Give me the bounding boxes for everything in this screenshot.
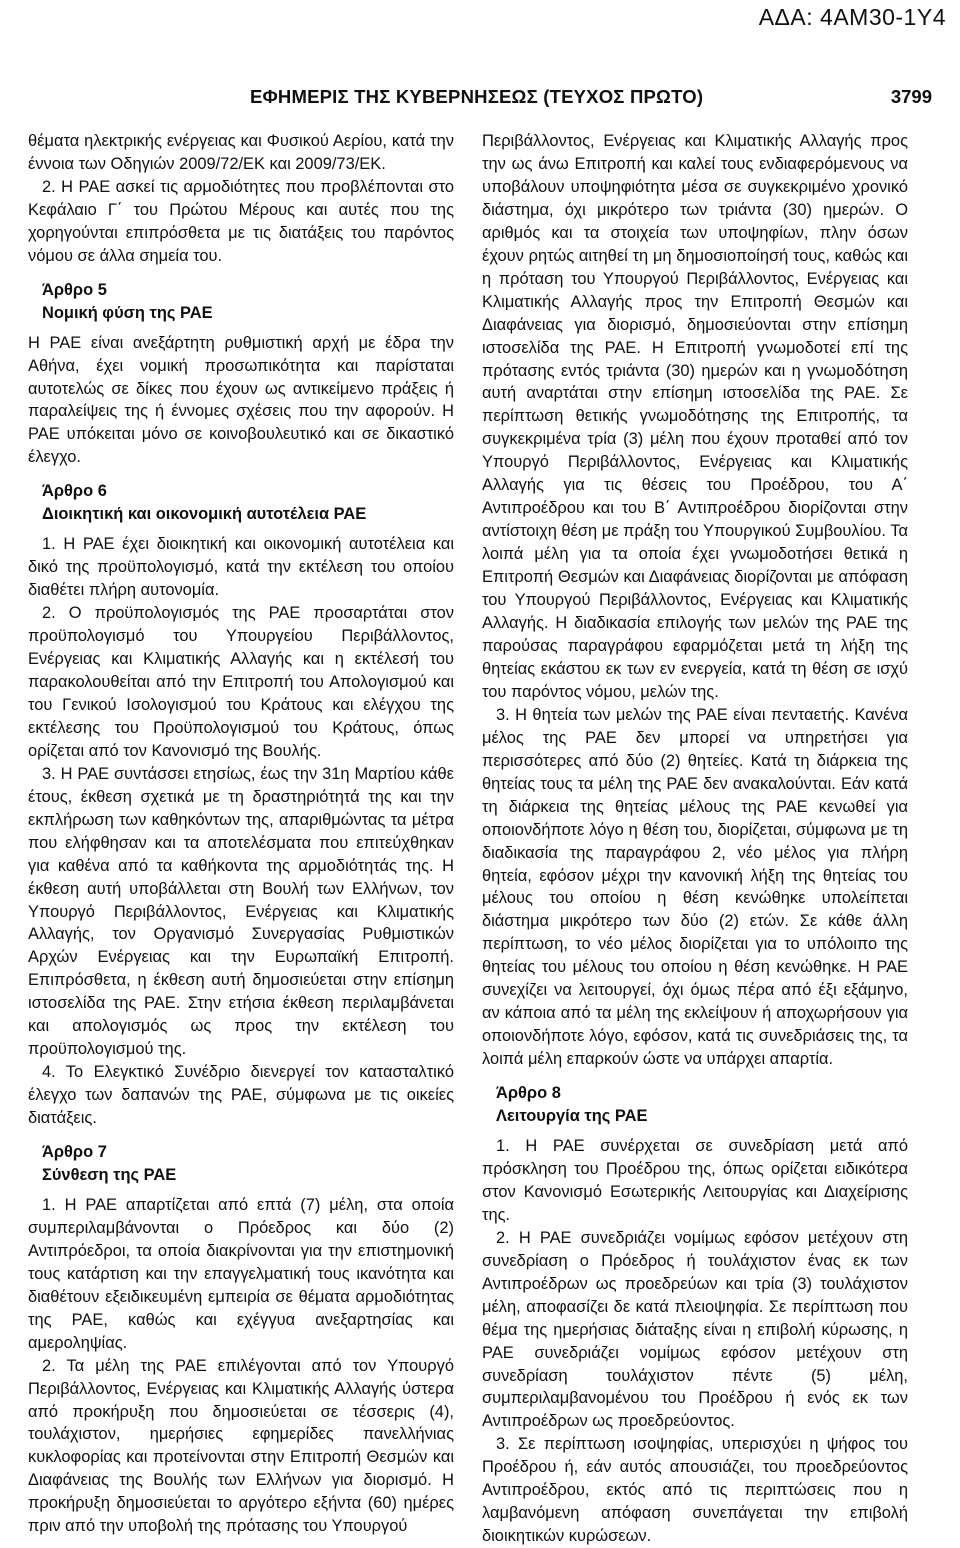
gazette-title: ΕΦΗΜΕΡΙΣ ΤΗΣ ΚΥΒΕΡΝΗΣΕΩΣ (ΤΕΥΧΟΣ ΠΡΩΤΟ): [250, 86, 704, 107]
paragraph: 3. Η θητεία των μελών της ΡΑΕ είναι πενταετής. Κανένα μέλος της ΡΑΕ δεν μπορεί να υπηρετήσει για περισσότερες από δύο (2) θητείες. Κατά τη διάρκεια της θητείας τους τα μέλη της ΡΑΕ δεν ανακαλούνται. Εάν κατά τη διάρκεια της θητείας μέλους της ΡΑΕ κενωθεί για οποιονδήποτε λόγο η θέση του, διορίζεται, σύμφωνα με τη διαδικασία της παραγράφου 2, νέο μέλος για πλήρη θητεία, εφόσον μέχρι την κανονική λήξη της θητείας του μέλους του οποίου η θέση κενώθηκε υπολείπεται διάστημα μικρότερο των δύο (2) ετών. Σε κάθε άλλη περίπτωση, το νέο μέλος διορίζεται για το υπόλοιπο της θητείας του μέλους του οποίου η θέση κενώθηκε. Η ΡΑΕ συνεχίζει να λειτουργεί, όχι όμως πέρα από έξι εξάμηνο, αν κάποια από τα μέλη της εκλείψουν ή αποχωρήσουν για οποιονδήποτε λόγο, εφόσον, κατά τις συνεδριάσεις της, τα λοιπά μέλη επαρκούν ώστε να υπάρχει απαρτία.: [482, 705, 908, 1069]
paragraph: Η ΡΑΕ είναι ανεξάρτητη ρυθμιστική αρχή με έδρα την Αθήνα, έχει νομική προσωπικότητα και παρίσταται αυτοτελώς σε δίκες που έχουν ως αντικείμενο πράξεις ή παραλείψεις της ή έννομες σχέσεις που την αφορούν. Η ΡΑΕ υπόκειται μόνο σε κοινοβουλευτικό και σε δικαστικό έλεγχο.: [28, 333, 454, 467]
article-5-subtitle: Νομική φύση της ΡΑΕ: [42, 303, 213, 322]
right-column: [482, 130, 908, 1548]
paragraph: Περιβάλλοντος, Ενέργειας και Κλιματικής Αλλαγής προς την ως άνω Επιτροπή και καλεί τους ενδιαφερόμενους να υποβάλουν υποψηφιότητα μέσα σε συγκεκριμένο χρονικό διάστημα, όχι μικρότερο των τριάντα (30) ημερών. Ο αριθμός και τα στοιχεία των υποψηφίων, πλην όσων έχουν ρητώς αιτηθεί τη μη δημοσιοποίησή τους, καθώς και η πρόταση του Υπουργού Περιβάλλοντος, Ενέργειας και Κλιματικής Αλλαγής προς την Επιτροπή Θεσμών και Διαφάνειας για διορισμό, δημοσιεύονται στην επίσημη ιστοσελίδα της ΡΑΕ. Η Επιτροπή γνωμοδοτεί επί της πρότασης εντός τριάντα (30) ημερών και η γνωμοδότηση αυτή αναρτάται στην επίσημη ιστοσελίδα της ΡΑΕ. Σε περίπτωση θετικής γνωμοδότησης της Επιτροπής, τα συγκεκριμένα τρία (3) μέλη που έχουν προταθεί από τον Υπουργό Περιβάλλοντος, Ενέργειας και Κλιματικής Αλλαγής για τις θέσεις του Προέδρου, του Α΄ Αντιπροέδρου και του Β΄ Αντιπροέδρου διορίζονται στην αντίστοιχη θέση με πράξη του Υπουργικού Συμβουλίου. Τα λοιπά μέλη για τα οποία έχει γνωμοδοτήσει θετικά η Επιτροπή Θεσμών και Διαφάνειας διορίζονται με απόφαση του Υπουργού Περιβάλλοντος, Ενέργειας και Κλιματικής Αλλαγής. Η διαδικασία επιλογής των μελών της ΡΑΕ της παρούσας παραγράφου εφαρμόζεται μετά τη λήξη της θητείας εκάστου εκ των εν ενεργεία, κατά τη θέση σε ισχύ του παρόντος νόμου, μελών της.: [482, 132, 908, 701]
paragraph: 1. Η ΡΑΕ συνέρχεται σε συνεδρίαση μετά από πρόσκληση του Προέδρου της, όπως ορίζεται ειδικότερα στον Κανονισμό Εσωτερικής Λειτουργίας και Διαχείρισης της.: [482, 1136, 908, 1224]
article-6-title: Άρθρο 6: [42, 482, 107, 501]
article-8-title: Άρθρο 8: [496, 1084, 561, 1103]
paragraph: 1. Η ΡΑΕ έχει διοικητική και οικονομική αυτοτέλεια και δικό της προϋπολογισμό, κατά την εκτέλεση του οποίου διαθέτει πλήρη αυτονομία.: [28, 535, 454, 600]
paragraph: 2. Τα μέλη της ΡΑΕ επιλέγονται από τον Υπουργό Περιβάλλοντος, Ενέργειας και Κλιματικής Αλλαγής ύστερα από προκήρυξη που δημοσιεύεται σε τέσσερις (4), τουλάχιστον, ημερήσιες εφημερίδες πανελλήνιας κυκλοφορίας και προτείνονται στην Επιτροπή Θεσμών και Διαφάνειας της Βουλής των Ελλήνων για διορισμό. Η προκήρυξη δημοσιεύεται το αργότερο εξήντα (60) ημέρες πριν από την υποβολή της πρότασης του Υπουργού: [28, 1356, 454, 1536]
left-column: [28, 130, 454, 1538]
paragraph: 4. Το Ελεγκτικό Συνέδριο διενεργεί τον κατασταλτικό έλεγχο των δαπανών της ΡΑΕ, σύμφωνα με τις οικείες διατάξεις.: [28, 1063, 454, 1128]
article-5-title: Άρθρο 5: [42, 280, 107, 299]
article-8-subtitle: Λειτουργία της ΡΑΕ: [496, 1107, 648, 1126]
article-6-subtitle: Διοικητική και οικονομική αυτοτέλεια ΡΑΕ: [42, 505, 367, 524]
paragraph: 3. Σε περίπτωση ισοψηφίας, υπερισχύει η ψήφος του Προέδρου ή, εάν αυτός απουσιάζει, του προεδρεύοντος Αντιπροέδρου, εκτός από τις περιπτώσεις που η λαμβανόμενη απόφαση συνεπάγεται την επιβολή διοικητικών κυρώσεων.: [482, 1435, 908, 1546]
paragraph: θέματα ηλεκτρικής ενέργειας και Φυσικού Αερίου, κατά την έννοια των Οδηγιών 2009/72/ΕΚ και 2009/73/ΕΚ.: [28, 132, 454, 173]
article-7-title: Άρθρο 7: [42, 1143, 107, 1162]
document-stamp: ΑΔΑ: 4ΑΜ30-1Υ4: [758, 4, 946, 30]
paragraph: 3. Η ΡΑΕ συντάσσει ετησίως, έως την 31η Μαρτίου κάθε έτους, έκθεση σχετικά με τη δραστηριότητά της και την εκπλήρωση των καθηκόντων της, απαριθμώντας τα μέτρα που ελήφθησαν και τα αποτελέσματα που επιτεύχθηκαν για καθένα από τα καθήκοντα της αρμοδιότητάς της. Η έκθεση αυτή υποβάλλεται στη Βουλή των Ελλήνων, τον Υπουργό Περιβάλλοντος, Ενέργειας και Κλιματικής Αλλαγής, τον Οργανισμό Συνεργασίας Ρυθμιστικών Αρχών Ενέργειας και την Ευρωπαϊκή Επιτροπή. Επιπρόσθετα, η έκθεση αυτή δημοσιεύεται στην επίσημη ιστοσελίδα της ΡΑΕ. Στην ετήσια έκθεση περιλαμβάνεται και απολογισμός ως προς την εκτέλεση του προϋπολογισμού της.: [28, 764, 454, 1059]
paragraph: 2. Η ΡΑΕ ασκεί τις αρμοδιότητες που προβλέπονται στο Κεφάλαιο Γ΄ του Πρώτου Μέρους και αυτές που της χορηγούνται επιπρόσθετα με τις διατάξεις του παρόντος νόμου σε άλλα σημεία του.: [28, 177, 454, 265]
paragraph: 2. Η ΡΑΕ συνεδριάζει νομίμως εφόσον μετέχουν στη συνεδρίαση ο Πρόεδρος ή τουλάχιστον ένας εκ των Αντιπροέδρων ως προεδρεύων και τρία (3) τουλάχιστον μέλη, αποφασίζει δε κατά πλειοψηφία. Σε περίπτωση που θέμα της ημερήσιας διάταξης είναι η επιβολή κύρωσης, η ΡΑΕ συνεδριάζει νομίμως εφόσον μετέχουν στη συνεδρίαση τουλάχιστον πέντε (5) μέλη, συμπεριλαμβανομένου του Προέδρου ή ενός εκ των Αντιπροέδρων ως προεδρεύοντος.: [482, 1228, 908, 1431]
page-header: [0, 86, 960, 116]
paragraph: 2. Ο προϋπολογισμός της ΡΑΕ προσαρτάται στον προϋπολογισμό του Υπουργείου Περιβάλλοντος, Ενέργειας και Κλιματικής Αλλαγής και η εκτέλεσή του παρακολουθείται από την Επιτροπή του Απολογισμού και του Γενικού Ισολογισμού του Κράτους και ελέγχου της εκτέλεσης του Προϋπολογισμού του Κράτους, όπως ορίζεται από τον Κανονισμό της Βουλής.: [28, 604, 454, 760]
article-7-subtitle: Σύνθεση της ΡΑΕ: [42, 1165, 177, 1184]
page-number: 3799: [890, 86, 932, 107]
paragraph: 1. Η ΡΑΕ απαρτίζεται από επτά (7) μέλη, στα οποία συμπεριλαμβάνονται ο Πρόεδρος και δύο (2) Αντιπρόεδροι, τα οποία διακρίνονται για την επιστημονική τους κατάρτιση και την επαγγελματική τους ικανότητα και διαθέτουν εξειδικευμένη εμπειρία σε θέματα αρμοδιότητας της ΡΑΕ, καθώς και εχέγγυα ανεξαρτησίας και αμεροληψίας.: [28, 1195, 454, 1352]
